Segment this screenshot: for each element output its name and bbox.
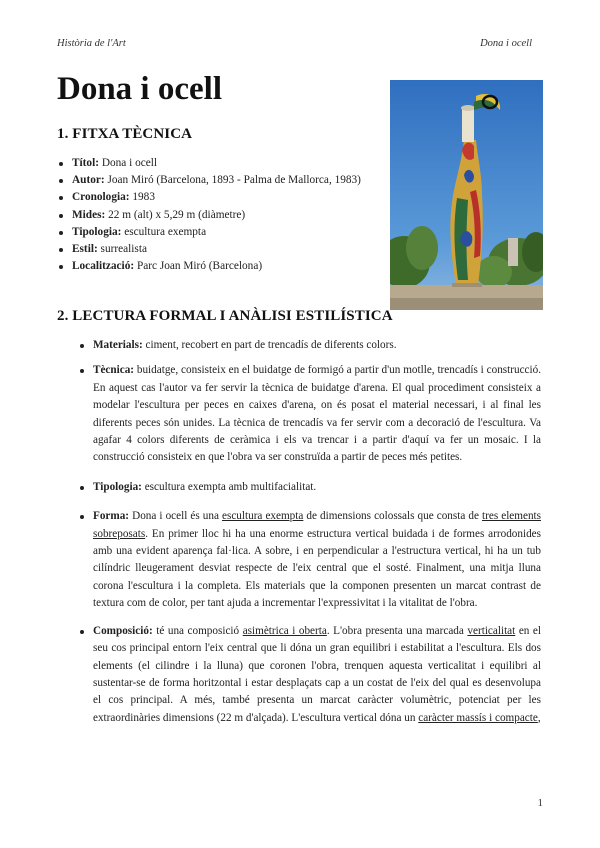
item-label: Forma: (93, 510, 130, 523)
list-item (57, 189, 361, 206)
list-item (57, 241, 361, 258)
item-value: escultura exempta (121, 225, 207, 238)
item-label: Tipologia: (93, 480, 142, 493)
item-value: 22 m (alt) x 5,29 m (diàmetre) (105, 208, 246, 221)
item-text: en el seu cos principal entorn l'eix central que li dóna un gran equilibri i estabilitat a l'escultura. Els dos elements (el cilindre i la lluna) que coronen l'obra, trenquen aquesta verticalitat i equilibri al sustentar-se de forma horitzontal i estar desplaçats cap a un costat de l'eix del qual es desenvolupa el cos principal. A més, també presenta un marcat caràcter volumètric, potenciat per les extraordinàries dimensions (22 m d'alçada). L'escultura vertical dóna un (93, 624, 541, 724)
item-label: Títol: (72, 157, 99, 169)
section-heading-fitxa: 1. FITXA TÈCNICA (57, 126, 193, 142)
list-item-composicio (93, 623, 541, 727)
item-label: Estil: (72, 243, 98, 256)
item-value: surrealista (97, 243, 147, 256)
lectura-list (93, 337, 541, 741)
item-text: . L'obra presenta una marcada (326, 624, 468, 637)
item-label: Materials: (93, 339, 143, 351)
item-text: Dona i ocell és una (129, 510, 222, 523)
item-text: té una composició (152, 624, 243, 637)
item-text: ciment, recobert en part de trencadís de diferents colors. (142, 339, 397, 351)
list-item (57, 172, 361, 189)
item-text: escultura exempta amb multifacialitat. (141, 480, 317, 493)
running-header-right: Dona i ocell (480, 38, 532, 49)
item-label: Composició: (93, 624, 153, 637)
item-label: Localització: (72, 260, 135, 273)
item-label: Tècnica: (93, 364, 135, 377)
running-header-left: Història de l'Art (57, 38, 126, 49)
list-item (57, 207, 361, 224)
item-value: Dona i ocell (99, 157, 158, 169)
item-text: de dimensions colossals que consta de (303, 510, 483, 523)
item-value: Joan Miró (Barcelona, 1893 - Palma de Mallorca, 1983) (104, 174, 361, 187)
sculpture-photo (390, 80, 543, 310)
item-value: Parc Joan Miró (Barcelona) (134, 260, 263, 273)
list-item-forma (93, 508, 541, 612)
list-item (57, 155, 361, 172)
underlined-term: verticalitat (467, 624, 516, 637)
underlined-term: escultura exempta (222, 510, 304, 523)
section-heading-lectura: 2. LECTURA FORMAL I ANÀLISI ESTILÍSTICA (57, 308, 393, 324)
item-label: Autor: (72, 174, 105, 187)
item-label: Mides: (72, 208, 106, 221)
underlined-term: tres elements sobreposats (93, 510, 541, 540)
underlined-term: caràcter massís i compacte (418, 711, 538, 724)
item-label: Cronologia: (72, 191, 130, 204)
underlined-term: asimètrica i oberta (242, 624, 327, 637)
fitxa-list (57, 155, 361, 275)
item-label: Tipologia: (72, 225, 122, 238)
list-item (57, 258, 361, 275)
item-text: , (537, 711, 541, 724)
item-text: buidatge, consisteix en el buidatge de formigó a partir d'un motlle, trencadís i construcció. En aquest cas l'autor va fer servir la tècnica de buidatge d'arena. El qual procediment consisteix a modelar l'escultura per peces en caixes d'arena, on és posat el material necessari, i al final les diferents peces són unides. La tècnica de trencadís va fer servir com a decoració de l'escultura. Va agafar 4 colors diferents de ceràmica i els va trencar i a partir d'aquí va fer un mosaic. I la construcció consisteix en que l'obra va ser construïda a partir de peces més petites. (93, 364, 541, 464)
item-text: . En primer lloc hi ha una enorme estructura vertical buidada i de formes arrodonides amb una evident aparença fal·lica. A sobre, i en perpendicular a l'estructura vertical, hi ha un tub cilíndric lleugerament desviat respecte de l'eix central que el sosté. Finalment, una mitja lluna corona l'escultura i la completa. Els materials que la componen presenten un marcat contrast de textura com de color, per tant ajuda a incrementar l'expressivitat i la vitalitat de l'obra. (93, 527, 541, 610)
page-number: 1 (537, 797, 543, 809)
list-item (57, 224, 361, 241)
list-item-tipologia (93, 479, 541, 496)
list-item-tecnica (93, 362, 541, 466)
item-value: 1983 (129, 191, 155, 204)
list-item-materials (93, 337, 541, 354)
page-title: Dona i ocell (57, 71, 222, 107)
